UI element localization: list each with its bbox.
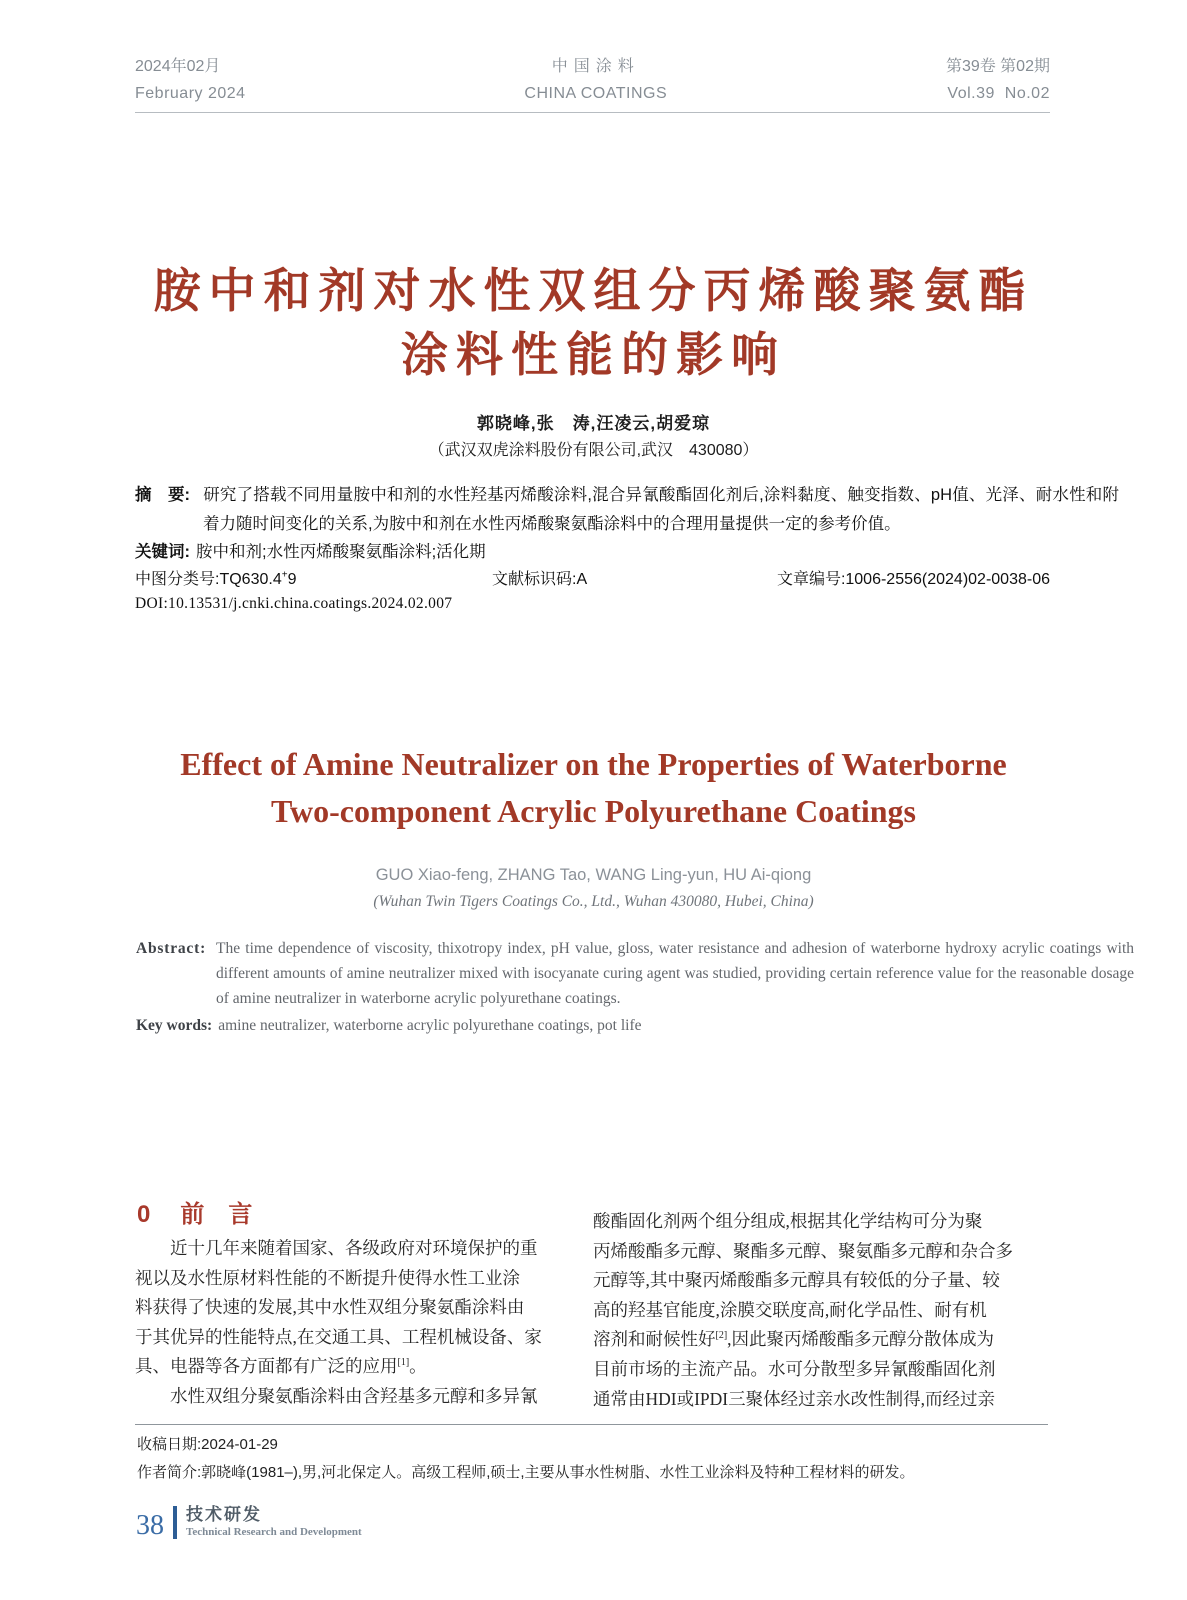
text-line: 高的羟基官能度,涂膜交联度高,耐化学品性、耐有机 [593,1299,987,1320]
affiliation-en: (Wuhan Twin Tigers Coatings Co., Ltd., Wuhan 430080, Hubei, China) [373,893,814,910]
clc-sup: + [281,569,288,581]
body-column-right [593,1207,1053,1414]
text-line: 酸酯固化剂两个组分组成,根据其化学结构可分为聚 [593,1211,983,1231]
header-issue-en: Vol.39 No.02 [947,85,1050,102]
article-title-zh-line2: 涂料性能的影响 [401,328,786,381]
text-line: 目前市场的主流产品。水可分散型多异氰酸酯固化剂 [593,1358,996,1379]
header-date-en: February 2024 [135,85,246,102]
article-id: 文章编号:1006-2556(2024)02-0038-06 [776,571,1050,588]
page-footer [136,1504,362,1540]
article-title-en [0,741,1187,835]
text-line: 于其优异的性能特点,在交通工具、工程机械设备、家 [135,1326,542,1347]
footnote-divider [135,1424,1048,1425]
header-divider [135,112,1050,113]
footer-column-en: Technical Research and Development [186,1526,362,1538]
abstract-zh-label: 摘 要: [135,486,190,504]
clc-number [135,566,296,589]
text-line: 具、电器等各方面都有广泛的应用[1]。 [135,1356,427,1377]
footer-column-zh: 技术研发 [186,1505,262,1524]
authors-en: GUO Xiao-feng, ZHANG Tao, WANG Ling-yun, HU Ai-qiong [375,866,812,884]
abstract-en-text: The time dependence of viscosity, thixotropy index, pH value, gloss, water resistance and adhesion of waterborne hydroxy acrylic coatings with different amounts of amine neutralizer mixed with isocyanate curing agent was studied, providing certain reference value for the reasonable dosage of amine neutralizer in waterborne acrylic polyurethane coatings. [216,940,1134,1007]
document-code: 文献标识码:A [492,571,588,588]
footer-column-name [186,1506,362,1538]
abstract-zh-text: 研究了搭载不同用量胺中和剂的水性羟基丙烯酸涂料,混合异氰酸酯固化剂后,涂料黏度、触变指数、pH值、光泽、耐水性和附着力随时间变化的关系,为胺中和剂在水性丙烯酸聚氨酯涂料中的合理用量提供一定的参考价值。 [203,486,1119,533]
text-line: 近十几年来随着国家、各级政府对环境保护的重 [135,1238,538,1258]
header-journal-en: CHINA COATINGS [524,85,668,102]
keywords-en-label: Key words: [136,1017,213,1034]
body-column-left [135,1234,582,1412]
text-line: 视以及水性原材料性能的不断提升使得水性工业涂 [135,1267,520,1288]
section-heading [137,1200,252,1230]
keywords-zh-label: 关键词: [135,543,190,561]
keywords-en [136,1017,1054,1035]
article-title-en-line2: Two-component Acrylic Polyurethane Coatings [271,793,916,829]
author-bio: 作者简介:郭晓峰(1981–),男,河北保定人。高级工程师,硕士,主要从事水性树脂、水性工业涂料及特种工程材料的研发。 [137,1464,915,1481]
clc-label: 中图分类号: [135,571,220,588]
affiliation-zh: （武汉双虎涂料股份有限公司,武汉 430080） [428,442,759,459]
article-title-zh-line1: 胺中和剂对水性双组分丙烯酸聚氨酯 [153,264,1034,317]
abstract-zh [135,481,1119,538]
header-date-zh: 2024年02月 [135,58,221,75]
keywords-en-text: amine neutralizer, waterborne acrylic polyurethane coatings, pot life [218,1017,642,1034]
header-journal-name [524,53,667,107]
keywords-zh [135,538,1051,562]
text-line: 溶剂和耐候性好[2],因此聚丙烯酸酯多元醇分散体成为 [593,1329,995,1350]
keywords-zh-text: 胺中和剂;水性丙烯酸聚氨酯涂料;活化期 [196,543,486,561]
abstract-en [136,936,1134,1011]
text-line: 水性双组分聚氨酯涂料由含羟基多元醇和多异氰 [135,1385,538,1406]
page-number: 38 [136,1510,164,1541]
doi: DOI:10.13531/j.cnki.china.coatings.2024.02.007 [135,595,453,612]
header-issue-zh: 第39卷 第02期 [945,58,1050,75]
footer-bar [173,1506,177,1539]
section-title: 前 言 [180,1201,253,1228]
received-date: 收稿日期:2024-01-29 [137,1436,278,1453]
text-line: 料获得了快速的发展,其中水性双组分聚氨酯涂料由 [135,1297,525,1318]
text-line: 元醇等,其中聚丙烯酸酯多元醇具有较低的分子量、较 [593,1270,1000,1291]
article-title-zh [0,259,1187,387]
text-line: 丙烯酸酯多元醇、聚酯多元醇、聚氨酯多元醇和杂合多 [593,1240,1013,1261]
authors-zh: 郭晓峰,张 涛,汪凌云,胡爱琼 [476,414,711,433]
header-volume-issue [946,53,1050,107]
abstract-en-label: Abstract: [136,940,207,957]
clc-tail: 9 [287,571,297,588]
clc-base: TQ630.4 [219,571,282,588]
article-title-en-line1: Effect of Amine Neutralizer on the Properties of Waterborne [180,746,1007,782]
header-issue-date [135,53,246,107]
journal-header [135,53,1050,107]
text-line: 通常由HDI或IPDI三聚体经过亲水改性制得,而经过亲 [593,1388,996,1409]
header-journal-zh: 中国涂料 [551,58,640,75]
section-number: 0 [137,1201,151,1228]
